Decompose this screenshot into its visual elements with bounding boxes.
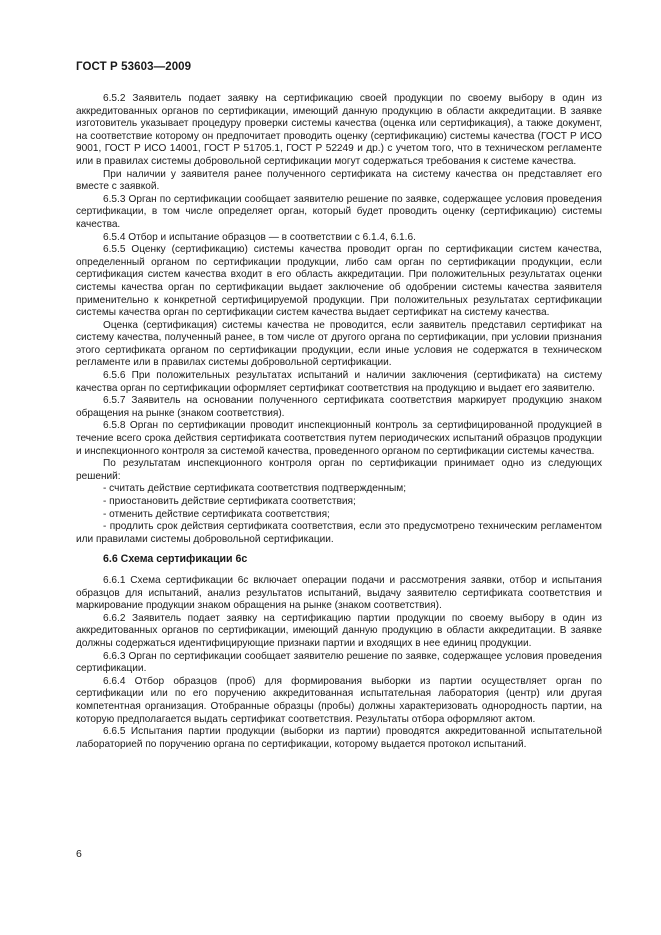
section-heading-6-6: 6.6 Схема сертификации 6с bbox=[103, 553, 248, 566]
document-body bbox=[76, 93, 602, 751]
paragraph-6-6-3: 6.6.3 Орган по сертификации сообщает заявителю решение по заявке, содержащее условия проведения сертификации. bbox=[76, 650, 602, 675]
paragraph-6-5-3: 6.5.3 Орган по сертификации сообщает заявителю решение по заявке, содержащее условия проведения сертификации, в том числе определяет орган, который будет проводить оценку (сертификацию) системы качества. bbox=[76, 193, 602, 230]
decision-item: - считать действие сертификата соответствия подтвержденным; bbox=[103, 483, 407, 495]
document-header: ГОСТ Р 53603—2009 bbox=[76, 61, 192, 73]
paragraph-6-5-6: 6.5.6 При положительных результатах испытаний и наличии заключения (сертификата) на систему качества орган по сертификации оформляет сертификат соответствия на продукцию и выдает его заявителю. bbox=[76, 370, 602, 394]
paragraph-6-6-4: 6.6.4 Отбор образцов (проб) для формирования выборки из партии осуществляет орган по сертификации или по его поручению аккредитованная испытательная лаборатория (центр) или другая компетентная организация. Отобранные образцы (пробы) должны характеризовать однородность партии, на которую предполагается выдать сертификат соответствия. Результаты отбора оформляют актом. bbox=[76, 675, 602, 725]
page-number: 6 bbox=[76, 848, 82, 860]
paragraph-6-6-1: 6.6.1 Схема сертификации 6с включает операции подачи и рассмотрения заявки, отбор и испытания образцов для испытаний, анализ результатов испытаний, выдачу заявителю сертификата соответствия и маркирование продукции знаком обращения на рынке (знаком соответствия). bbox=[76, 574, 602, 612]
paragraph-6-5-2: 6.5.2 Заявитель подает заявку на сертификацию своей продукции по своему выбору в один из аккредитованных органов по сертификации, имеющий данную продукцию в области аккредитации. В заявке изготовитель указывает процедуру проверки системы качества (оценка или сертификация), а также документ, на соответствие которому он предпочитает проводить оценку (сертификацию) системы качества (ГОСТ Р ИСО 9001, ГОСТ Р ИСО 14001, ГОСТ Р 51705.1, ГОСТ Р 52249 и др.) с учетом того, что в техническом регламенте или в правилах системы добровольной сертификации могут содержаться требования к системе качества. bbox=[76, 93, 602, 167]
paragraph-6-5-8: 6.5.8 Орган по сертификации проводит инспекционный контроль за сертифицированной продукцией в течение всего срока действия сертификата соответствия путем периодических испытаний образцов продукции и инспекционного контроля за системой качества, проведенного органом по сертификации системы качества. bbox=[76, 420, 602, 457]
paragraph-prior-certificate: При наличии у заявителя ранее полученного сертификата на систему качества он представляет его вместе с заявкой. bbox=[76, 168, 602, 193]
decision-item: - продлить срок действия сертификата соответствия, если это предусмотрено техническим регламентом или правилами системы добровольной сертификации. bbox=[76, 521, 602, 545]
paragraph-6-6-5: 6.6.5 Испытания партии продукции (выборки из партии) проводятся аккредитованной испытательной лабораторией по поручению органа по сертификации, которому выдается протокол испытаний. bbox=[76, 726, 602, 750]
decision-item: - приостановить действие сертификата соответствия; bbox=[103, 496, 356, 507]
paragraph-6-5-4: 6.5.4 Отбор и испытание образцов — в соответствии с 6.1.4, 6.1.6. bbox=[103, 231, 416, 243]
paragraph-inspection-results: По результатам инспекционного контроля орган по сертификации принимает одно из следующих решений: bbox=[76, 458, 602, 482]
decision-item: - отменить действие сертификата соответствия; bbox=[103, 508, 330, 520]
paragraph-6-5-7: 6.5.7 Заявитель на основании полученного сертификата соответствия маркирует продукцию знаком обращения на рынке (знаком соответствия). bbox=[76, 395, 602, 419]
paragraph-assessment-not-conducted: Оценка (сертификация) системы качества не проводится, если заявитель представил сертификат на систему качества, полученный ранее, в том числе от другого органа по сертификации, при условии признания этого сертификата органом по сертификации продукции, если иные условия не содержатся в техническом регламенте или в правилах системы добровольной сертификации. bbox=[76, 319, 602, 369]
paragraph-6-5-5: 6.5.5 Оценку (сертификацию) системы качества проводит орган по сертификации систем качества, определенный органом по сертификации продукции, либо сам орган по сертификации продукции, если сертификация систем качества входит в его область аккредитации. При положительных результатах оценки системы качества орган по сертификации выдает заключение об одобрении системы качества заявителя применительно к конкретной сертифицируемой продукции. При положительных результатах сертификации системы качества орган по сертификации систем качества выдает сертификат на систему качества. bbox=[76, 244, 602, 319]
paragraph-6-6-2: 6.6.2 Заявитель подает заявку на сертификацию партии продукции по своему выбору в один из аккредитованных органов по сертификации, имеющий данную продукцию в области аккредитации. В заявке должны содержаться идентифицирующие признаки партии и входящих в нее единиц продукции. bbox=[76, 612, 602, 649]
